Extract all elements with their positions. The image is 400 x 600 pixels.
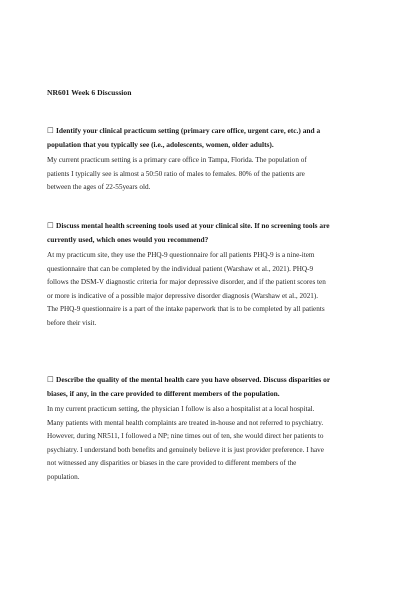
question-care-quality [47,373,365,400]
answer-line: follows the DSM-V diagnostic criteria for major depressive disorder, and if the patient scores ten [47,278,326,286]
question-text: Identify your clinical practicum setting (primary care office, urgent care, etc.) and a [56,126,321,135]
answer-practicum-setting [47,154,365,195]
checkbox-bullet-icon: ☐ [47,375,54,384]
answer-line: or more is indicative of a possible major depressive disorder diagnosis (Warshaw et al., 2021). [47,291,319,300]
discussion-section-screening-tools [47,219,365,330]
answer-line: At my practicum site, they use the PHQ-9 questionnaire for all patients PHQ-9 is a nine-item [47,251,315,259]
answer-line: The PHQ-9 questionnaire is a part of the intake paperwork that is to be completed by all patients [47,305,325,313]
answer-care-quality [47,403,365,484]
question-line: currently used, which ones would you recommend? [47,234,209,244]
document-title: NR601 Week 6 Discussion [47,88,132,97]
answer-line: population. [47,472,80,481]
question-line: biases, if any, in the care provided to different members of the population. [47,388,280,398]
answer-line: psychiatry. I understand both benefits and genuinely believe it is just provider preference. I have [47,445,324,454]
answer-line: In my current practicum setting, the physician I follow is also a hospitalist at a local hospital. [47,405,315,413]
discussion-section-practicum-setting [47,124,365,195]
question-text: Discuss mental health screening tools used at your clinical site. If no screening tools are [56,221,330,230]
answer-line: between the ages of 22-55years old. [47,183,151,191]
checkbox-bullet-icon: ☐ [47,126,54,135]
question-line [47,124,365,138]
answer-line: Many patients with mental health complaints are treated in-house and not referred to psychiatry. [47,418,324,427]
answer-line: However, during NR511, I followed a NP; nine times out of ten, she would direct her patients to [47,432,324,440]
answer-line: patients I typically see is almost a 50:50 ratio of males to females. 80% of the patients are [47,169,305,178]
answer-line: not witnessed any disparities or biases in the care provided to different members of the [47,459,297,467]
answer-line: questionnaire that can be completed by the individual patient (Warshaw et al., 2021). PHQ-9 [47,264,314,273]
question-line: population that you typically see (i.e., adolescents, women, older adults). [47,139,274,149]
answer-line: before their visit. [47,318,97,327]
question-line [47,373,365,387]
discussion-section-care-quality [47,373,365,484]
answer-screening-tools [47,249,365,330]
question-practicum-setting [47,124,365,151]
question-text: Describe the quality of the mental health care you have observed. Discuss disparities or [56,375,331,384]
question-line [47,219,365,233]
question-screening-tools [47,219,365,246]
answer-line: My current practicum setting is a primary care office in Tampa, Florida. The population of [47,156,307,164]
checkbox-bullet-icon: ☐ [47,221,54,230]
